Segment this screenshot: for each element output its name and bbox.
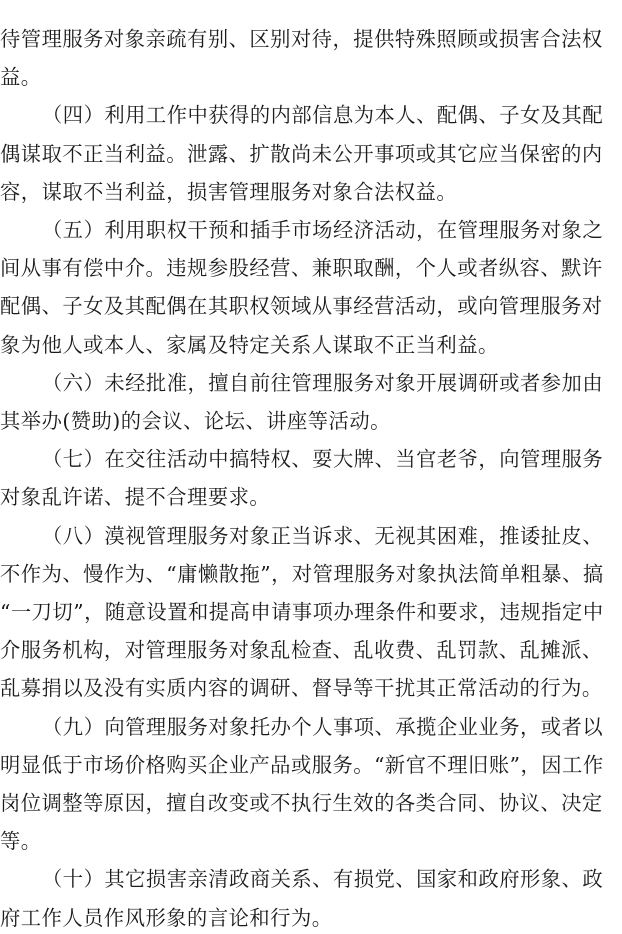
text-line: 益。 [0, 65, 42, 90]
text-line: 府工作人员作风形象的言论和行为。 [0, 905, 333, 930]
clause-5-line: （五）利用职权干预和插手市场经济活动，在管理服务对象之 [42, 218, 604, 242]
clause-10-line: （十）其它损害亲清政商关系、有损党、国家和政府形象、政 [42, 867, 604, 892]
clause-9-line: （九）向管理服务对象托办个人事项、承揽企业业务，或者以 [42, 714, 604, 739]
text-line: 间从事有偿中介。违规参股经营、兼职取酬，个人或者纵容、默许 [0, 256, 603, 281]
text-line: 其举办(赞助)的会议、论坛、讲座等活动。 [0, 409, 391, 433]
text-line: 待管理服务对象亲疏有别、区别对待，提供特殊照顾或损害合法权 [0, 27, 603, 51]
text-line: 容，谋取不当利益，损害管理服务对象合法权益。 [0, 179, 458, 204]
text-line: 象为他人或本人、家属及特定关系人谋取不正当利益。 [0, 332, 499, 357]
text-line: 乱募捐以及没有实质内容的调研、督导等干扰其正常活动的行为。 [0, 676, 603, 701]
clause-8-line: （八）漠视管理服务对象正当诉求、无视其困难，推诿扯皮、 [42, 523, 604, 548]
text-line: 偶谋取不正当利益。泄露、扩散尚未公开事项或其它应当保密的内 [0, 141, 603, 166]
text-line: 介服务机构，对管理服务对象乱检查、乱收费、乱罚款、乱摊派、 [0, 638, 603, 663]
text-line: 不作为、慢作为、“庸懒散拖”，对管理服务对象执法简单粗暴、搞 [0, 561, 604, 586]
clause-6-line: （六）未经批准，擅自前往管理服务对象开展调研或者参加由 [42, 370, 604, 395]
text-line: 明显低于市场价格购买企业产品或服务。“新官不理旧账”，因工作 [0, 752, 604, 777]
text-line: 对象乱许诺、提不合理要求。 [0, 485, 271, 510]
text-line: 等。 [0, 829, 42, 854]
clause-7-line: （七）在交往活动中搞特权、耍大牌、当官老爷，向管理服务 [42, 447, 604, 472]
clause-4-line: （四）利用工作中获得的内部信息为本人、配偶、子女及其配 [42, 103, 604, 128]
text-line: “一刀切”，随意设置和提高申请事项办理条件和要求，违规指定中 [0, 600, 604, 624]
text-line: 岗位调整等原因，擅自改变或不执行生效的各类合同、协议、决定 [0, 791, 603, 815]
text-line: 配偶、子女及其配偶在其职权领域从事经营活动，或向管理服务对 [0, 294, 603, 319]
